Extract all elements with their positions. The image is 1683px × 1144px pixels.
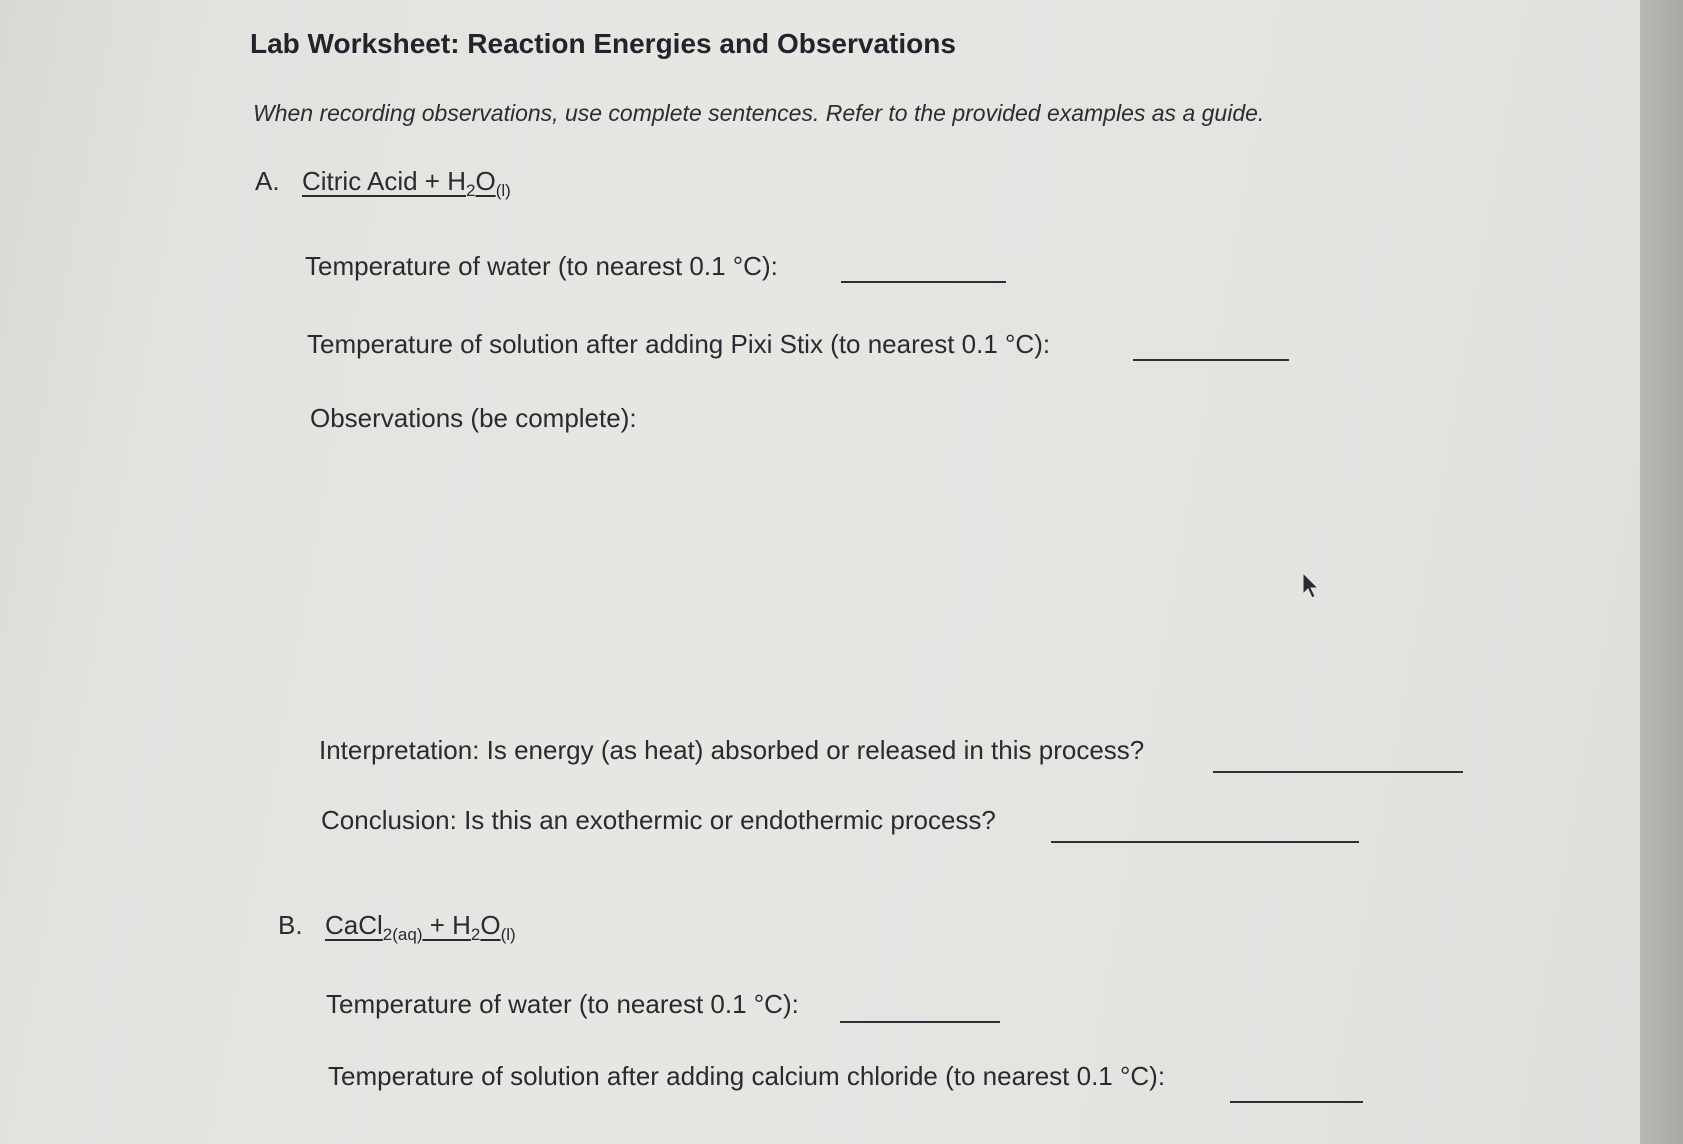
section-a-reactant2: O	[475, 166, 496, 196]
section-a-sub2: (l)	[495, 181, 511, 200]
section-a-interpretation-blank[interactable]	[1213, 771, 1463, 773]
section-a-temp-water-blank[interactable]	[841, 281, 1006, 283]
section-b-sub1: 2(aq)	[382, 925, 423, 944]
section-b-temp-water-label: Temperature of water (to nearest 0.1 °C):	[326, 989, 799, 1019]
instructions-text: When recording observations, use complete sentences. Refer to the provided examples as a guide.	[253, 100, 1265, 126]
worksheet-title: Lab Worksheet: Reaction Energies and Observations	[250, 28, 956, 59]
section-a-reactant1: Citric Acid + H	[302, 166, 466, 196]
background-right	[1640, 0, 1683, 1144]
section-a-observations-area[interactable]	[310, 445, 1410, 715]
section-a-conclusion-label: Conclusion: Is this an exothermic or endothermic process?	[321, 805, 996, 835]
section-b-temp-solution-blank[interactable]	[1230, 1101, 1363, 1103]
section-b-reaction	[325, 910, 516, 945]
section-b-sub3: (l)	[500, 925, 516, 944]
section-a-temp-solution-blank[interactable]	[1133, 359, 1289, 361]
section-a-temp-water-label: Temperature of water (to nearest 0.1 °C):	[305, 251, 778, 281]
section-b-temp-water-blank[interactable]	[840, 1021, 1000, 1023]
section-a-sub1: 2	[466, 181, 476, 200]
section-b-letter: B.	[278, 910, 303, 940]
section-a-interpretation-label: Interpretation: Is energy (as heat) absorbed or released in this process?	[319, 735, 1145, 765]
section-b-sub2: 2	[470, 925, 481, 944]
section-b-temp-solution-label: Temperature of solution after adding calcium chloride (to nearest 0.1 °C):	[328, 1061, 1166, 1091]
section-a-temp-solution-label: Temperature of solution after adding Pixi Stix (to nearest 0.1 °C):	[307, 329, 1051, 359]
section-b-part3: O	[480, 910, 501, 940]
mouse-pointer-icon	[1301, 572, 1321, 600]
section-a-reaction	[302, 166, 511, 201]
section-a-conclusion-blank[interactable]	[1051, 841, 1359, 843]
section-b-part1: CaCl	[325, 910, 383, 940]
section-a-letter: A.	[255, 166, 280, 196]
section-a-observations-label: Observations (be complete):	[310, 403, 637, 433]
section-b-part2: + H	[422, 910, 471, 940]
